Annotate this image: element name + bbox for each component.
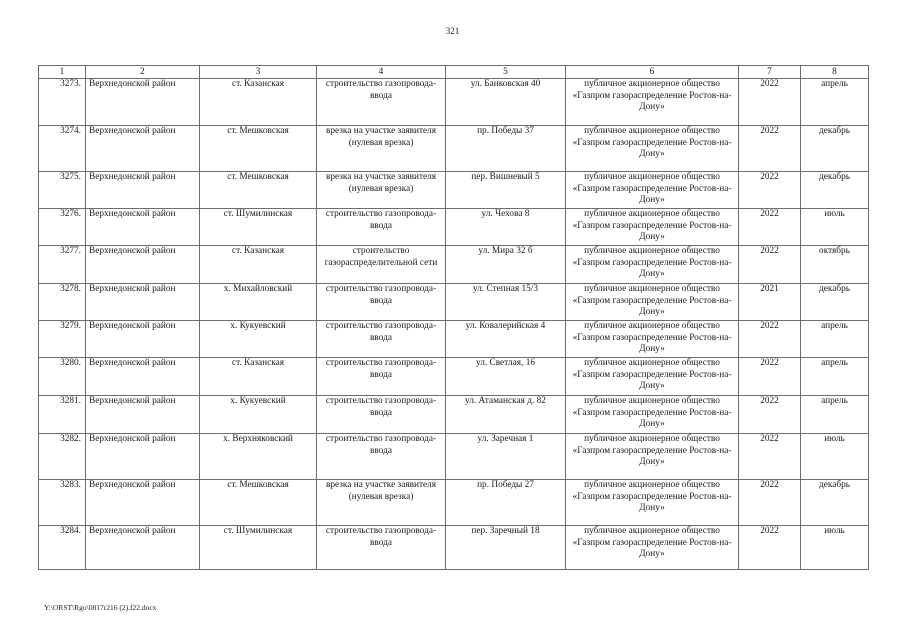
district-cell: Верхнедонской район bbox=[86, 321, 200, 358]
organization-cell: публичное акционерное общество «Газпром газораспределение Ростов-на-Дону» bbox=[566, 358, 739, 396]
row-number: 3275. bbox=[39, 172, 86, 209]
year-cell: 2021 bbox=[739, 284, 801, 321]
work-type-cell: врезка на участке заявителя (нулевая врезка) bbox=[317, 480, 446, 526]
work-type-cell: врезка на участке заявителя (нулевая врезка) bbox=[317, 172, 446, 209]
month-cell: июль bbox=[801, 526, 869, 570]
district-cell: Верхнедонской район bbox=[86, 396, 200, 434]
table-row bbox=[39, 209, 869, 246]
month-cell: декабрь bbox=[801, 172, 869, 209]
header-col-2: 2 bbox=[86, 66, 200, 79]
row-number: 3273. bbox=[39, 79, 86, 126]
locality-cell: х. Верхняковский bbox=[200, 434, 317, 480]
address-cell: пр. Победы 37 bbox=[446, 126, 566, 172]
work-type-cell: строительство газопровода-ввода bbox=[317, 321, 446, 358]
locality-cell: х. Кукуевский bbox=[200, 321, 317, 358]
page-number: 321 bbox=[445, 26, 460, 36]
table-row bbox=[39, 284, 869, 321]
row-number: 3276. bbox=[39, 209, 86, 246]
address-cell: ул. Заречная 1 bbox=[446, 434, 566, 480]
locality-cell: х. Михайловский bbox=[200, 284, 317, 321]
district-cell: Верхнедонской район bbox=[86, 526, 200, 570]
locality-cell: ст. Казанская bbox=[200, 79, 317, 126]
organization-cell: публичное акционерное общество «Газпром газораспределение Ростов-на-Дону» bbox=[566, 526, 739, 570]
header-row bbox=[39, 66, 869, 79]
work-type-cell: врезка на участке заявителя (нулевая врезка) bbox=[317, 126, 446, 172]
row-number: 3278. bbox=[39, 284, 86, 321]
district-cell: Верхнедонской район bbox=[86, 172, 200, 209]
month-cell: декабрь bbox=[801, 284, 869, 321]
year-cell: 2022 bbox=[739, 172, 801, 209]
locality-cell: ст. Шумилинская bbox=[200, 526, 317, 570]
work-type-cell: строительство газопровода-ввода bbox=[317, 434, 446, 480]
locality-cell: ст. Казанская bbox=[200, 246, 317, 284]
header-col-4: 4 bbox=[317, 66, 446, 79]
year-cell: 2022 bbox=[739, 246, 801, 284]
month-cell: апрель bbox=[801, 321, 869, 358]
month-cell: июль bbox=[801, 209, 869, 246]
month-cell: октябрь bbox=[801, 246, 869, 284]
organization-cell: публичное акционерное общество «Газпром газораспределение Ростов-на-Дону» bbox=[566, 284, 739, 321]
locality-cell: ст. Мешковская bbox=[200, 172, 317, 209]
district-cell: Верхнедонской район bbox=[86, 246, 200, 284]
work-type-cell: строительство газопровода-ввода bbox=[317, 358, 446, 396]
table-row bbox=[39, 358, 869, 396]
district-cell: Верхнедонской район bbox=[86, 284, 200, 321]
row-number: 3279. bbox=[39, 321, 86, 358]
table-row bbox=[39, 79, 869, 126]
district-cell: Верхнедонской район bbox=[86, 480, 200, 526]
gas-works-table bbox=[38, 65, 869, 570]
address-cell: ул. Ковалерийская 4 bbox=[446, 321, 566, 358]
locality-cell: ст. Мешковская bbox=[200, 126, 317, 172]
address-cell: ул. Мира 32 б bbox=[446, 246, 566, 284]
address-cell: ул. Банковская 40 bbox=[446, 79, 566, 126]
organization-cell: публичное акционерное общество «Газпром газораспределение Ростов-на-Дону» bbox=[566, 480, 739, 526]
month-cell: апрель bbox=[801, 79, 869, 126]
district-cell: Верхнедонской район bbox=[86, 209, 200, 246]
organization-cell: публичное акционерное общество «Газпром газораспределение Ростов-на-Дону» bbox=[566, 246, 739, 284]
month-cell: апрель bbox=[801, 358, 869, 396]
table-row bbox=[39, 126, 869, 172]
row-number: 3280. bbox=[39, 358, 86, 396]
header-col-1: 1 bbox=[39, 66, 86, 79]
district-cell: Верхнедонской район bbox=[86, 358, 200, 396]
district-cell: Верхнедонской район bbox=[86, 126, 200, 172]
organization-cell: публичное акционерное общество «Газпром газораспределение Ростов-на-Дону» bbox=[566, 172, 739, 209]
address-cell: пер. Вишневый 5 bbox=[446, 172, 566, 209]
table-row bbox=[39, 526, 869, 570]
row-number: 3282. bbox=[39, 434, 86, 480]
month-cell: июль bbox=[801, 434, 869, 480]
year-cell: 2022 bbox=[739, 321, 801, 358]
locality-cell: х. Кукуевский bbox=[200, 396, 317, 434]
header-col-5: 5 bbox=[446, 66, 566, 79]
table-row bbox=[39, 480, 869, 526]
year-cell: 2022 bbox=[739, 434, 801, 480]
table-row bbox=[39, 396, 869, 434]
year-cell: 2022 bbox=[739, 79, 801, 126]
address-cell: пер. Заречный 18 bbox=[446, 526, 566, 570]
year-cell: 2022 bbox=[739, 126, 801, 172]
district-cell: Верхнедонской район bbox=[86, 434, 200, 480]
file-path-footer: Y:\ORST\Rgo\0817r216 (2).f22.docx bbox=[44, 603, 157, 612]
organization-cell: публичное акционерное общество «Газпром газораспределение Ростов-на-Дону» bbox=[566, 396, 739, 434]
organization-cell: публичное акционерное общество «Газпром газораспределение Ростов-на-Дону» bbox=[566, 321, 739, 358]
header-col-8: 8 bbox=[801, 66, 869, 79]
locality-cell: ст. Шумилинская bbox=[200, 209, 317, 246]
work-type-cell: строительство газораспределительной сети bbox=[317, 246, 446, 284]
address-cell: ул. Степная 15/3 bbox=[446, 284, 566, 321]
year-cell: 2022 bbox=[739, 396, 801, 434]
district-cell: Верхнедонской район bbox=[86, 79, 200, 126]
year-cell: 2022 bbox=[739, 526, 801, 570]
row-number: 3284. bbox=[39, 526, 86, 570]
organization-cell: публичное акционерное общество «Газпром газораспределение Ростов-на-Дону» bbox=[566, 209, 739, 246]
table-row bbox=[39, 434, 869, 480]
year-cell: 2022 bbox=[739, 480, 801, 526]
year-cell: 2022 bbox=[739, 358, 801, 396]
work-type-cell: строительство газопровода-ввода bbox=[317, 209, 446, 246]
work-type-cell: строительство газопровода-ввода bbox=[317, 79, 446, 126]
work-type-cell: строительство газопровода-ввода bbox=[317, 396, 446, 434]
work-type-cell: строительство газопровода-ввода bbox=[317, 284, 446, 321]
header-col-6: 6 bbox=[566, 66, 739, 79]
header-col-3: 3 bbox=[200, 66, 317, 79]
row-number: 3281. bbox=[39, 396, 86, 434]
year-cell: 2022 bbox=[739, 209, 801, 246]
work-type-cell: строительство газопровода-ввода bbox=[317, 526, 446, 570]
organization-cell: публичное акционерное общество «Газпром газораспределение Ростов-на-Дону» bbox=[566, 126, 739, 172]
month-cell: апрель bbox=[801, 396, 869, 434]
row-number: 3274. bbox=[39, 126, 86, 172]
table-row bbox=[39, 321, 869, 358]
table-row bbox=[39, 246, 869, 284]
address-cell: ул. Атаманская д. 82 bbox=[446, 396, 566, 434]
row-number: 3283. bbox=[39, 480, 86, 526]
address-cell: пр. Победы 27 bbox=[446, 480, 566, 526]
month-cell: декабрь bbox=[801, 126, 869, 172]
locality-cell: ст. Казанская bbox=[200, 358, 317, 396]
locality-cell: ст. Мешковская bbox=[200, 480, 317, 526]
address-cell: ул. Светлая, 16 bbox=[446, 358, 566, 396]
month-cell: декабрь bbox=[801, 480, 869, 526]
organization-cell: публичное акционерное общество «Газпром газораспределение Ростов-на-Дону» bbox=[566, 434, 739, 480]
organization-cell: публичное акционерное общество «Газпром газораспределение Ростов-на-Дону» bbox=[566, 79, 739, 126]
table-row bbox=[39, 172, 869, 209]
row-number: 3277. bbox=[39, 246, 86, 284]
header-col-7: 7 bbox=[739, 66, 801, 79]
address-cell: ул. Чехова 8 bbox=[446, 209, 566, 246]
